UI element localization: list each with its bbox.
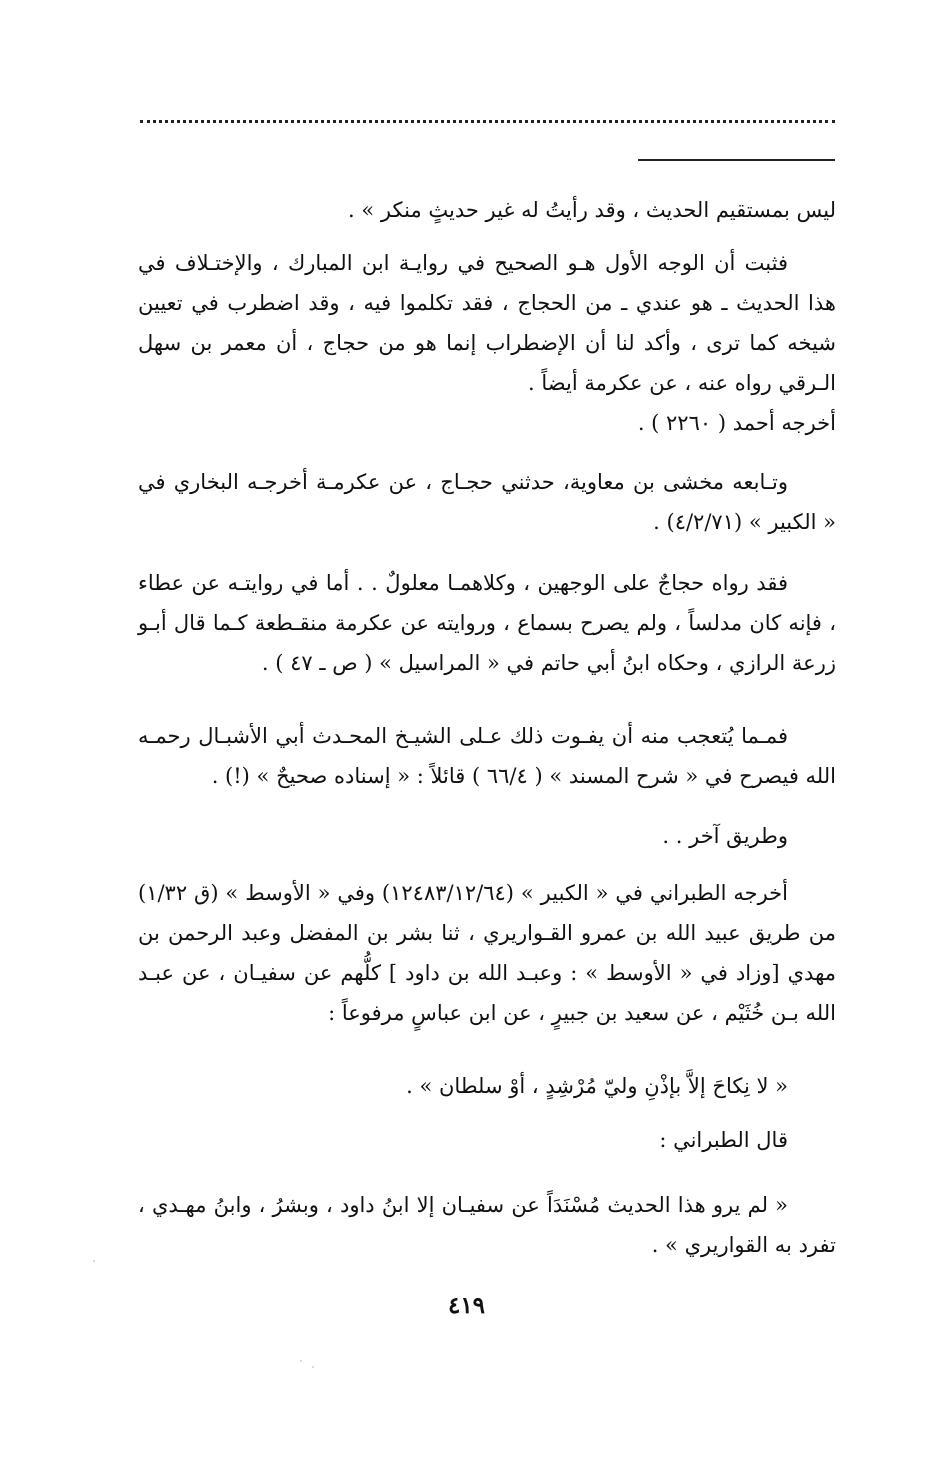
scan-speck: [93, 1260, 95, 1262]
paragraph-remark: فمـما يُتعجب منه أن يفـوت ذلك عـلى الشيـخ المحـدث أبي الأشبـال رحمـه الله فيصرح في « شرح المسند » ( ٦٦/٤ ) قائلاً : « إسناده صحيحٌ » (!) .: [138, 724, 836, 788]
page-number: ٤١٩: [447, 1292, 486, 1319]
paragraph-tabarani-source: أخرجه الطبراني في « الكبير » (١٢٤٨٣/١٢/٦٤) وفي « الأوسط » (ق ١/٣٢) من طريق عبيد الله بن عمرو القـواريري ، ثنا بشر بن المفضل وعبد الرحمن بن مهدي [وزاد في « الأوسط » : وعبـد الله بن داود ] كلُّهم عن سفيـان ، عن عبـد الله بـن خُثَيْم ، عن سعيد بن جبيرٍ ، عن ابن عباسٍ مرفوعاً :: [138, 881, 836, 1025]
paragraph-follow-up: وتـابعه مخشى بن معاوية، حدثني حجـاج ، عن عكرمـة أخرجـه البخاري في « الكبير » (٤/٢/٧١) .: [138, 470, 836, 534]
paragraph-tabarani-quote: « لم يرو هذا الحديث مُسْنَدَاً عن سفيـان إلا ابنُ داود ، وبشرُ ، وابنُ مهـدي ، تفرد به القواريري » .: [138, 1193, 836, 1257]
paragraph-tabarani-said: قال الطبراني :: [659, 1128, 788, 1152]
dotted-separator: [140, 120, 835, 133]
scan-speck: [300, 1360, 302, 1362]
paragraph-continuation: ليس بمستقيم الحديث ، وقد رأيتُ له غير حديثٍ منكر » .: [348, 198, 836, 222]
hadith-text: « لا نِكاحَ إلاَّ بإذْنِ وليّ مُرْشِدٍ ، أوْ سلطان » .: [406, 1074, 788, 1098]
footnote-rule: [638, 159, 835, 161]
paragraph-citation-ahmad: أخرجه أحمد ( ٢٢٦٠ ) .: [637, 411, 836, 435]
paragraph-another-route: وطريق آخر . .: [662, 824, 788, 848]
scan-speck: [312, 1366, 314, 1368]
paragraph-conclusion: فثبت أن الوجه الأول هـو الصحيح في روايـة ابن المبارك ، والإختـلاف في هذا الحديث ـ هو عندي ـ من الحجاج ، فقد تكلموا فيه ، وقد اضطرب في تعيين شيخه كما ترى ، وأكد لنا أن الإضطراب إنما هو من حجاج ، أن معمر بن سهل الـرقي رواه عنه ، عن عكرمة أيضاً .: [138, 251, 836, 395]
paragraph-analysis: فقد رواه حجاجٌ على الوجهين ، وكلاهمـا معلولٌ . . أما في روايتـه عن عطاء ، فإنه كان مدلساً ، ولم يصرح بسماع ، وروايته عن عكرمة منقـطعة كـما قال أبـو زرعة الرازي ، وحكاه ابنُ أبي حاتم في « المراسيل » ( ص ـ ٤٧ ) .: [138, 571, 836, 675]
